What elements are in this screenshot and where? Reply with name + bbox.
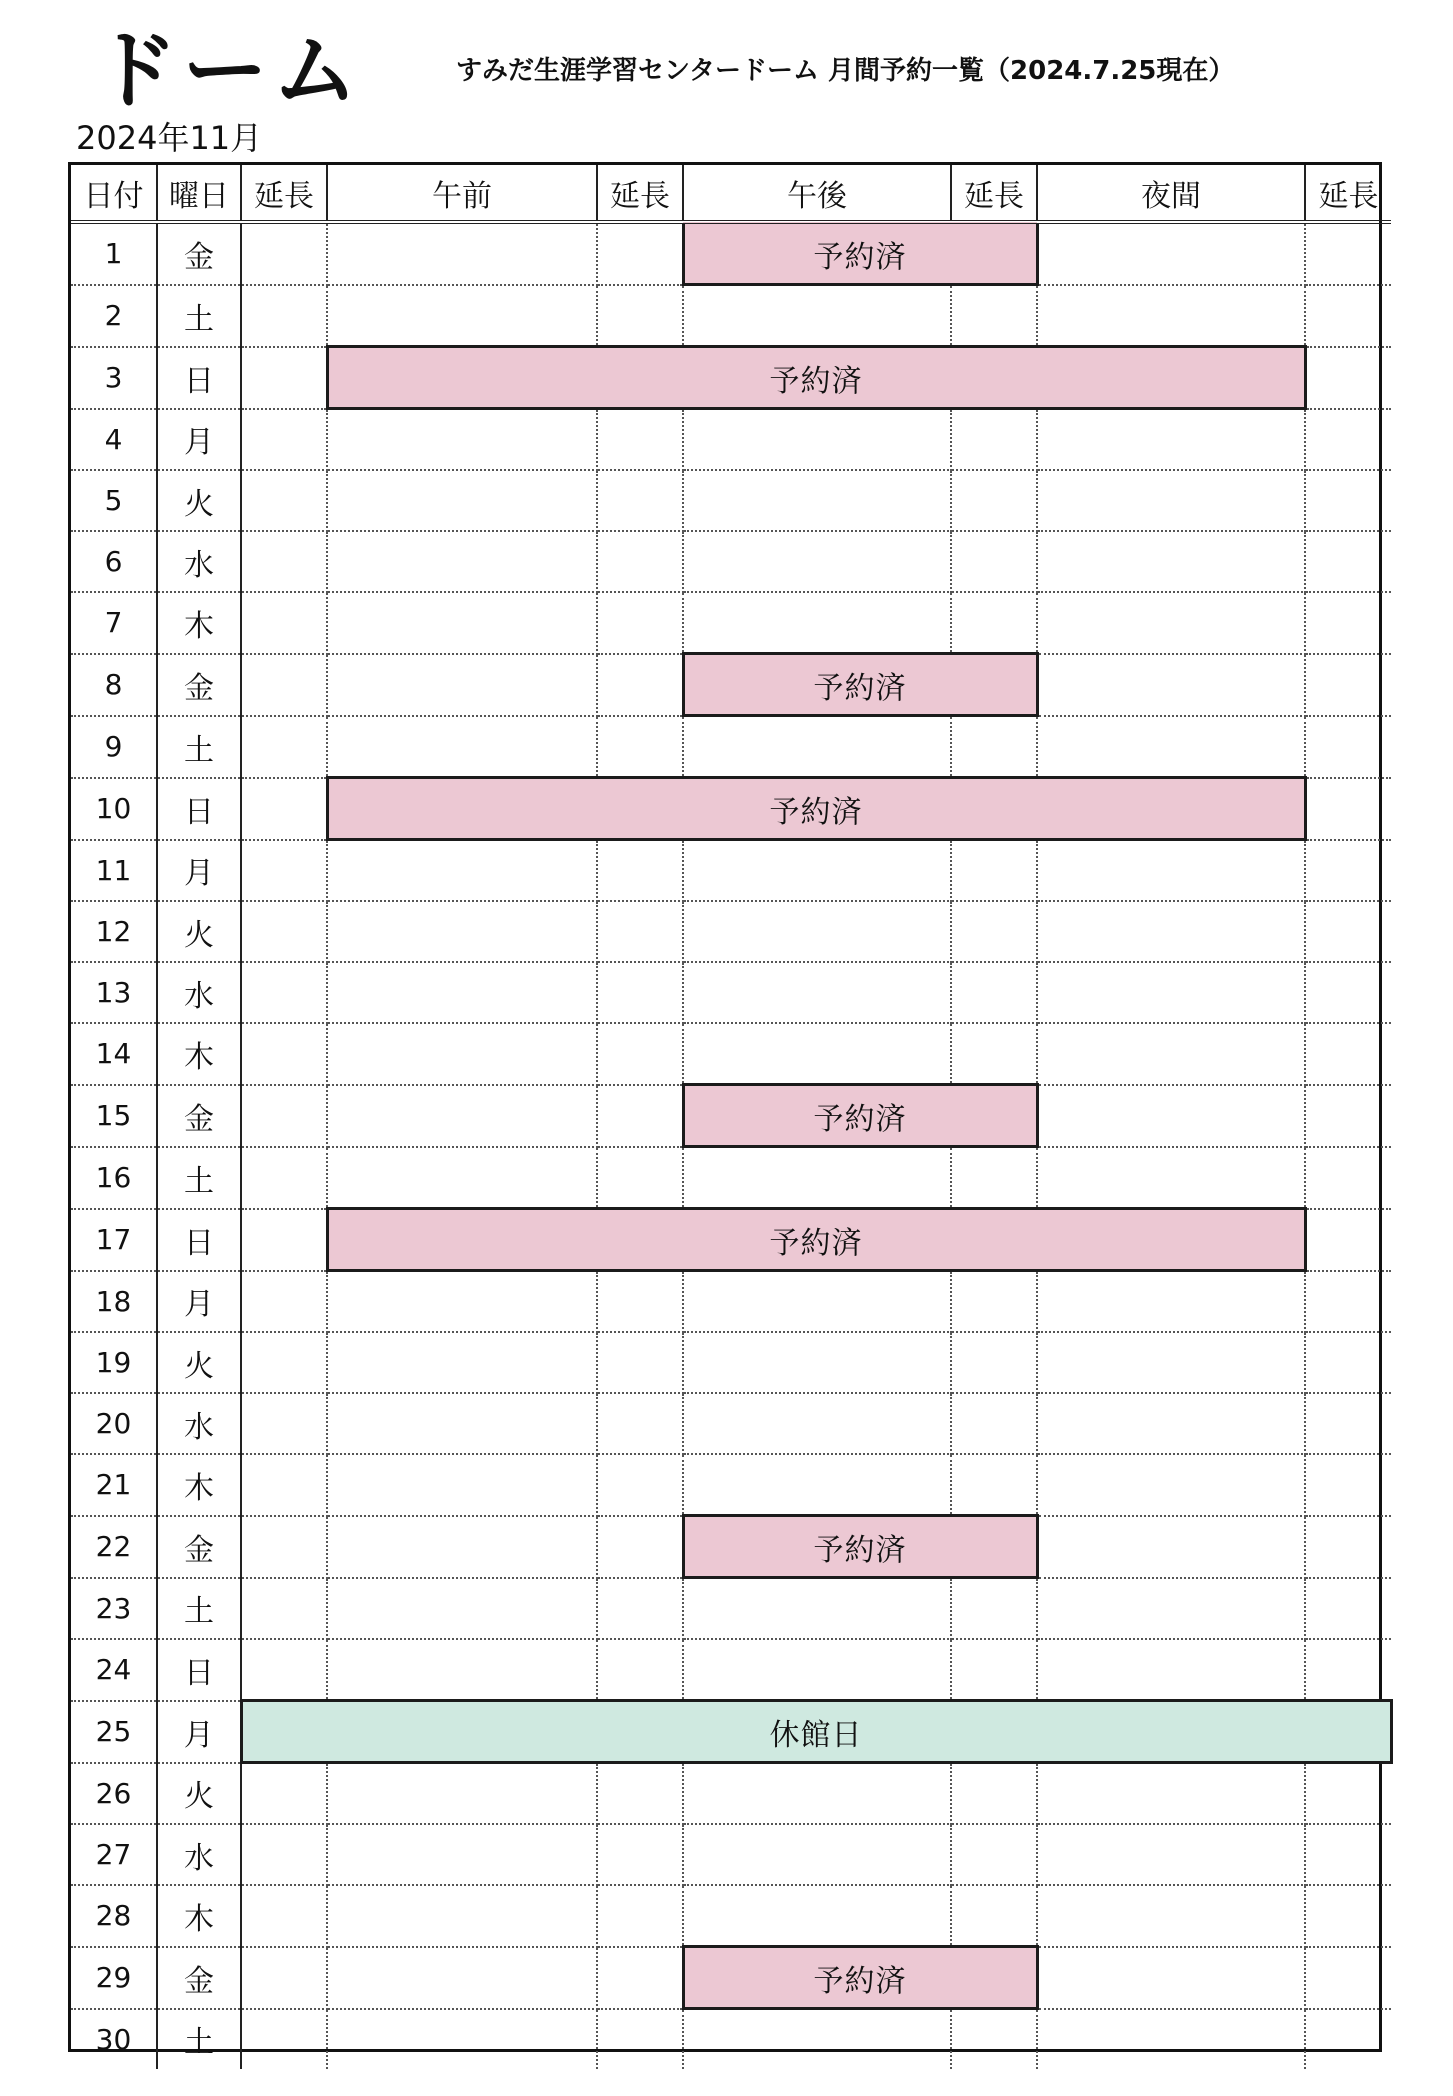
slot-cell [1305,1885,1391,1947]
slot-cell [1037,962,1305,1023]
slot-cell [683,1271,951,1333]
slot-cell [683,1578,951,1640]
table-row [71,962,1391,1023]
weekday-cell: 木 [157,592,241,654]
reservation-table [71,165,1393,2069]
slot-cell [241,1271,327,1333]
slot-cell [327,901,597,962]
slot-cell [951,1578,1037,1640]
slot-cell [597,654,683,716]
date-cell: 3 [71,347,157,409]
date-cell: 2 [71,285,157,347]
slot-cell [327,1332,597,1393]
slot-cell [241,1516,327,1578]
slot-cell [327,285,597,347]
slot-cell [597,1639,683,1701]
weekday-cell: 日 [157,1639,241,1701]
slot-cell [1037,285,1305,347]
slot-cell [683,592,951,654]
slot-cell [1037,1639,1305,1701]
slot-cell [951,901,1037,962]
weekday-cell: 土 [157,1578,241,1640]
weekday-cell: 金 [157,654,241,716]
slot-cell [1305,222,1391,285]
slot-cell [597,1085,683,1147]
weekday-cell: 金 [157,222,241,285]
date-cell: 17 [71,1209,157,1271]
reserved-block: 予約済 [327,778,1305,840]
slot-cell [1037,1516,1305,1578]
date-cell: 26 [71,1763,157,1825]
weekday-cell: 金 [157,1085,241,1147]
slot-cell [1037,409,1305,471]
slot-cell [597,1023,683,1085]
reservation-table-frame [68,162,1382,2061]
slot-cell [241,285,327,347]
slot-cell [327,592,597,654]
date-cell: 18 [71,1271,157,1333]
slot-cell [1037,1454,1305,1516]
table-row [71,1885,1391,1947]
slot-cell [241,347,327,409]
slot-cell [683,1454,951,1516]
weekday-cell: 月 [157,840,241,902]
slot-cell [951,962,1037,1023]
slot-cell [1037,716,1305,778]
weekday-cell: 日 [157,778,241,840]
slot-cell [241,1023,327,1085]
slot-cell [1037,654,1305,716]
slot-cell [951,1763,1037,1825]
slot-cell [597,1393,683,1454]
slot-cell [327,840,597,902]
slot-cell [327,470,597,531]
weekday-cell: 金 [157,1947,241,2009]
page-subtitle: すみだ生涯学習センタードーム 月間予約一覧（2024.7.25現在） [456,56,1235,86]
date-cell: 14 [71,1023,157,1085]
slot-cell [1305,1454,1391,1516]
date-cell: 5 [71,470,157,531]
slot-cell [1305,1393,1391,1454]
weekday-cell: 木 [157,1454,241,1516]
column-header-afternoon: 午後 [683,165,951,222]
slot-cell [1305,901,1391,962]
column-header-morning: 午前 [327,165,597,222]
slot-cell [241,1393,327,1454]
slot-cell [683,2009,951,2070]
slot-cell [241,409,327,471]
slot-cell [1305,840,1391,902]
slot-cell [241,1885,327,1947]
slot-cell [1037,531,1305,592]
slot-cell [1305,1209,1391,1271]
slot-cell [241,1147,327,1209]
weekday-cell: 水 [157,1824,241,1885]
slot-cell [597,716,683,778]
slot-cell [597,409,683,471]
slot-cell [1037,1947,1305,2009]
slot-cell [327,409,597,471]
slot-cell [241,1947,327,2009]
weekday-cell: 月 [157,1701,241,1763]
table-row [71,2009,1391,2070]
slot-cell [241,716,327,778]
slot-cell [327,1147,597,1209]
slot-cell [327,1271,597,1333]
table-row [71,1271,1391,1333]
reserved-block: 予約済 [683,222,1037,285]
slot-cell [1305,716,1391,778]
weekday-cell: 金 [157,1516,241,1578]
slot-cell [951,409,1037,471]
slot-cell [951,1824,1037,1885]
date-cell: 23 [71,1578,157,1640]
slot-cell [1305,1516,1391,1578]
slot-cell [597,840,683,902]
date-cell: 20 [71,1393,157,1454]
month-label: 2024年11月 [76,119,263,157]
slot-cell [241,1085,327,1147]
slot-cell [1037,1271,1305,1333]
slot-cell [1305,1023,1391,1085]
weekday-cell: 水 [157,962,241,1023]
slot-cell [683,409,951,471]
slot-cell [1037,1147,1305,1209]
slot-cell [1305,1332,1391,1393]
slot-cell [241,1763,327,1825]
date-cell: 29 [71,1947,157,2009]
slot-cell [241,2009,327,2070]
slot-cell [1037,592,1305,654]
slot-cell [683,531,951,592]
slot-cell [1305,778,1391,840]
slot-cell [1305,2009,1391,2070]
slot-cell [1037,222,1305,285]
date-cell: 10 [71,778,157,840]
slot-cell [597,1454,683,1516]
weekday-cell: 火 [157,1332,241,1393]
slot-cell [1037,1885,1305,1947]
slot-cell [1305,592,1391,654]
weekday-cell: 木 [157,1023,241,1085]
table-row [71,840,1391,902]
slot-cell [1037,470,1305,531]
page-title: ドーム [92,21,362,121]
slot-cell [1037,1393,1305,1454]
slot-cell [241,531,327,592]
slot-cell [241,654,327,716]
reserved-block: 予約済 [683,654,1037,716]
slot-cell [683,1023,951,1085]
weekday-cell: 日 [157,347,241,409]
slot-cell [1305,1763,1391,1825]
slot-cell [1037,1085,1305,1147]
slot-cell [951,1885,1037,1947]
slot-cell [1037,1332,1305,1393]
column-header-extension: 延長 [597,165,683,222]
date-cell: 25 [71,1701,157,1763]
table-row [71,531,1391,592]
date-cell: 30 [71,2009,157,2070]
slot-cell [1037,840,1305,902]
slot-cell [327,654,597,716]
slot-cell [241,470,327,531]
slot-cell [327,1639,597,1701]
reserved-block: 予約済 [683,1947,1037,2009]
slot-cell [683,962,951,1023]
slot-cell [327,1578,597,1640]
date-cell: 16 [71,1147,157,1209]
column-header-extension: 延長 [1305,165,1391,222]
reserved-block: 予約済 [683,1085,1037,1147]
date-cell: 4 [71,409,157,471]
slot-cell [951,470,1037,531]
slot-cell [597,901,683,962]
reserved-block: 予約済 [327,347,1305,409]
date-cell: 12 [71,901,157,962]
table-row [71,778,1391,840]
slot-cell [241,962,327,1023]
slot-cell [1305,1824,1391,1885]
slot-cell [683,716,951,778]
slot-cell [683,901,951,962]
slot-cell [1305,1147,1391,1209]
table-row [71,409,1391,471]
slot-cell [1305,409,1391,471]
date-cell: 19 [71,1332,157,1393]
slot-cell [951,840,1037,902]
column-header-extension: 延長 [241,165,327,222]
slot-cell [241,1578,327,1640]
slot-cell [597,222,683,285]
slot-cell [597,1147,683,1209]
table-row [71,901,1391,962]
weekday-cell: 土 [157,1147,241,1209]
slot-cell [1305,470,1391,531]
slot-cell [241,901,327,962]
slot-cell [1305,654,1391,716]
date-cell: 8 [71,654,157,716]
column-header-date: 日付 [71,165,157,222]
slot-cell [241,778,327,840]
weekday-cell: 火 [157,1763,241,1825]
slot-cell [1037,1023,1305,1085]
slot-cell [1305,1947,1391,2009]
slot-cell [327,1885,597,1947]
slot-cell [951,531,1037,592]
slot-cell [1305,285,1391,347]
table-row [71,1701,1391,1763]
slot-cell [683,285,951,347]
date-cell: 27 [71,1824,157,1885]
slot-cell [597,1885,683,1947]
slot-cell [327,1824,597,1885]
closed-day-block: 休館日 [241,1701,1391,1763]
table-row [71,592,1391,654]
weekday-cell: 木 [157,1885,241,1947]
slot-cell [951,1023,1037,1085]
reserved-block: 予約済 [683,1516,1037,1578]
slot-cell [951,1271,1037,1333]
slot-cell [951,1639,1037,1701]
table-row [71,1085,1391,1147]
table-row [71,1393,1391,1454]
weekday-cell: 水 [157,1393,241,1454]
table-row [71,470,1391,531]
table-row [71,222,1391,285]
slot-cell [241,840,327,902]
slot-cell [683,1824,951,1885]
slot-cell [327,1023,597,1085]
slot-cell [327,1947,597,2009]
slot-cell [597,592,683,654]
slot-cell [1037,1763,1305,1825]
date-cell: 11 [71,840,157,902]
column-header-extension: 延長 [951,165,1037,222]
slot-cell [1305,962,1391,1023]
slot-cell [241,1824,327,1885]
table-row [71,347,1391,409]
weekday-cell: 土 [157,285,241,347]
slot-cell [683,470,951,531]
slot-cell [951,1454,1037,1516]
date-cell: 9 [71,716,157,778]
slot-cell [597,962,683,1023]
slot-cell [597,1332,683,1393]
slot-cell [683,1639,951,1701]
table-row [71,1454,1391,1516]
weekday-cell: 水 [157,531,241,592]
slot-cell [327,531,597,592]
slot-cell [683,1763,951,1825]
slot-cell [683,1332,951,1393]
table-row [71,1147,1391,1209]
slot-cell [951,1147,1037,1209]
slot-cell [327,2009,597,2070]
slot-cell [1037,901,1305,962]
table-row [71,1639,1391,1701]
date-cell: 15 [71,1085,157,1147]
slot-cell [1037,2009,1305,2070]
slot-cell [683,1147,951,1209]
slot-cell [597,1516,683,1578]
date-cell: 22 [71,1516,157,1578]
table-row [71,1209,1391,1271]
slot-cell [241,1454,327,1516]
slot-cell [597,285,683,347]
slot-cell [1305,531,1391,592]
table-row [71,1824,1391,1885]
slot-cell [597,1271,683,1333]
slot-cell [597,470,683,531]
slot-cell [683,840,951,902]
date-cell: 21 [71,1454,157,1516]
slot-cell [597,1947,683,2009]
weekday-cell: 月 [157,1271,241,1333]
slot-cell [241,1639,327,1701]
weekday-cell: 火 [157,901,241,962]
table-row [71,654,1391,716]
table-row [71,1763,1391,1825]
slot-cell [683,1393,951,1454]
slot-cell [597,531,683,592]
slot-cell [951,1332,1037,1393]
column-header-night: 夜間 [1037,165,1305,222]
table-row [71,1947,1391,2009]
slot-cell [241,592,327,654]
table-row [71,1023,1391,1085]
table-row [71,1578,1391,1640]
slot-cell [327,962,597,1023]
date-cell: 28 [71,1885,157,1947]
slot-cell [597,1763,683,1825]
weekday-cell: 土 [157,716,241,778]
slot-cell [683,1885,951,1947]
weekday-cell: 土 [157,2009,241,2070]
date-cell: 6 [71,531,157,592]
slot-cell [597,2009,683,2070]
slot-cell [1305,347,1391,409]
slot-cell [1305,1578,1391,1640]
slot-cell [1037,1824,1305,1885]
slot-cell [327,222,597,285]
weekday-cell: 月 [157,409,241,471]
slot-cell [1305,1639,1391,1701]
slot-cell [951,592,1037,654]
reserved-block: 予約済 [327,1209,1305,1271]
slot-cell [1305,1271,1391,1333]
slot-cell [327,1085,597,1147]
slot-cell [241,1209,327,1271]
slot-cell [327,1393,597,1454]
slot-cell [327,1516,597,1578]
table-row [71,716,1391,778]
slot-cell [597,1578,683,1640]
slot-cell [597,1824,683,1885]
slot-cell [951,1393,1037,1454]
column-header-weekday: 曜日 [157,165,241,222]
date-cell: 1 [71,222,157,285]
header-row [71,165,1391,222]
date-cell: 13 [71,962,157,1023]
slot-cell [951,716,1037,778]
slot-cell [951,2009,1037,2070]
slot-cell [327,1763,597,1825]
weekday-cell: 火 [157,470,241,531]
slot-cell [327,716,597,778]
slot-cell [241,222,327,285]
slot-cell [241,1332,327,1393]
table-row [71,1332,1391,1393]
date-cell: 7 [71,592,157,654]
slot-cell [1037,1578,1305,1640]
date-cell: 24 [71,1639,157,1701]
slot-cell [1305,1085,1391,1147]
weekday-cell: 日 [157,1209,241,1271]
slot-cell [327,1454,597,1516]
table-row [71,1516,1391,1578]
table-row [71,285,1391,347]
slot-cell [951,285,1037,347]
